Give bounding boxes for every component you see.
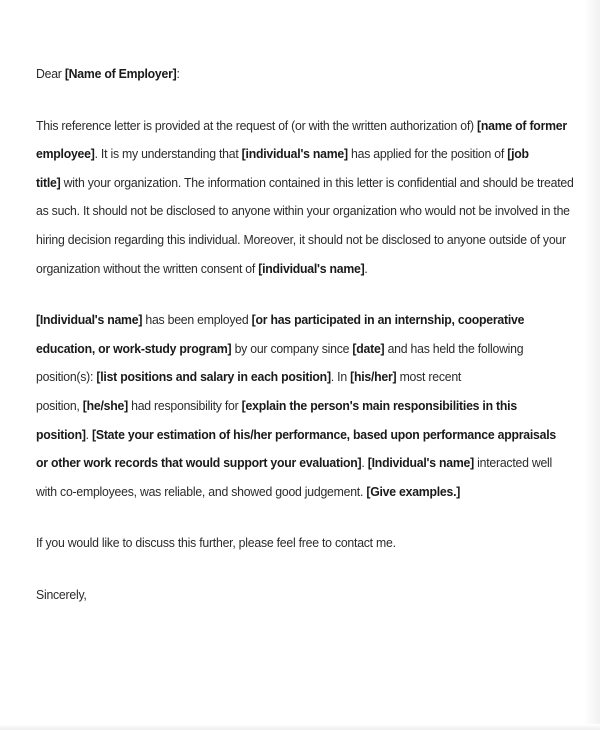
individual-name-placeholder: [individual's name] [258,260,365,276]
individual-name-placeholder: [Individual's name] [367,455,474,471]
employer-placeholder: [Name of Employer] [64,66,177,81]
paragraph-line: as such. It should not be disclosed to anyone within your organization who would not be involved in the [36,203,570,219]
pronoun-placeholder: [he/she] [82,397,128,413]
paragraph-line: hiring decision regarding this individual. Moreover, it should not be disclosed to anyone outside of your [36,231,566,247]
date-placeholder: [date] [352,340,385,356]
individual-name-placeholder: [individual's name] [241,146,348,162]
paragraph-line: or other work records that would support your evaluation]. [Individual's name] interacted well [36,455,553,471]
positions-salary-placeholder: [list positions and salary in each position] [96,369,331,385]
salutation-prefix: Dear [36,66,65,81]
paragraph-gap [36,89,518,112]
reference-letter [36,60,574,610]
page-edge-shadow [584,0,600,730]
paragraph-line: [Individual's name] has been employed [or has participated in an internship, cooperative [36,312,525,328]
page-edge-shadow [0,724,600,730]
paragraph-line: education, or work-study program] by our company since [date] and has held the following [36,340,524,356]
paragraph-gap [36,558,518,581]
responsibilities-placeholder: [explain the person's main responsibilities in this [241,397,517,413]
paragraph-contact: If you would like to discuss this further, please feel free to contact me. [36,535,396,551]
job-title-placeholder: [job [507,146,529,162]
paragraph-employment [36,306,556,506]
former-employee-placeholder: [name of former [477,117,567,133]
paragraph-line: title] with your organization. The information contained in this letter is confidential and should be treated [36,174,574,190]
paragraph-line: with co-employees, was reliable, and showed good judgement. [Give examples.] [36,483,461,499]
closing: Sincerely, [36,586,87,602]
performance-placeholder: [State your estimation of his/her performance, based upon performance appraisals [92,426,556,442]
paragraph-line: This reference letter is provided at the request of (or with the written authorization of) [name of former [36,117,567,133]
salutation [36,60,518,89]
paragraph-line: position, [he/she] had responsibility for [explain the person's main responsibilities in this [36,397,517,413]
individual-name-placeholder: [Individual's name] [36,312,143,328]
paragraph-line: employee]. It is my understanding that [individual's name] has applied for the position of [job [36,146,529,162]
paragraph-gap [36,506,518,529]
paragraph-line: position]. [State your estimation of his/her performance, based upon performance appraisals [36,426,556,442]
program-placeholder: [or has participated in an internship, cooperative [251,312,525,328]
paragraph-gap [36,283,518,306]
salutation-suffix: : [176,66,180,81]
paragraph-authorization [36,112,574,284]
paragraph-line: organization without the written consent of [individual's name]. [36,260,368,276]
paragraph-line: position(s): [list positions and salary in each position]. In [his/her] most recent [36,369,462,385]
examples-placeholder: [Give examples.] [366,483,461,499]
pronoun-placeholder: [his/her] [350,369,397,385]
